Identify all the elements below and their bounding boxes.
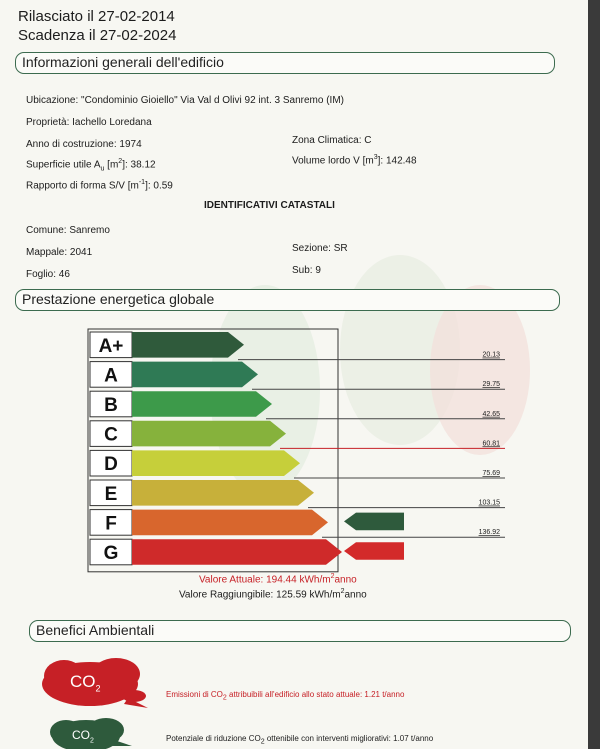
class-label-c: C (104, 424, 118, 446)
class-bar-g (132, 539, 342, 565)
owner: Proprietà: Iachello Loredana (26, 117, 152, 128)
climate-zone: Zona Climatica: C (292, 135, 372, 146)
section-energy-performance-title: Prestazione energetica globale (22, 291, 215, 307)
threshold-value-4: 75.69 (482, 470, 500, 477)
co2-label-green: $CO_2$ (72, 728, 94, 745)
threshold-value-0: 20.13 (482, 351, 500, 359)
issue-date: Rilasciato il 27-02-2014 (18, 8, 175, 25)
threshold-value-2: 42.65 (482, 410, 500, 418)
co2-label-red: $CO_2$ (70, 672, 101, 694)
cadastral-sezione: Sezione: SR (292, 243, 348, 254)
page-edge (588, 0, 600, 749)
class-bar-e (132, 480, 314, 506)
class-bar-d (132, 450, 300, 476)
threshold-value-1: 29.75 (482, 381, 500, 389)
threshold-value-6: 136.92 (478, 529, 500, 537)
class-label-aplus: A+ (98, 335, 124, 357)
cadastral-foglio: Foglio: 46 (26, 269, 70, 280)
class-label-a: A (104, 365, 118, 387)
cadastral-mappale: Mappale: 2041 (26, 247, 93, 258)
current-class-marker (344, 542, 404, 560)
co2-reduction-text: Potenziale di riduzione $CO_2$ ottenibile con interventi migliorativi: 1.07 t/anno (166, 734, 434, 746)
cadastral-title: IDENTIFICATIVI CATASTALI (204, 200, 335, 211)
section-environmental-benefits-title: Benefici Ambientali (36, 622, 155, 638)
class-label-b: B (104, 395, 118, 416)
gross-volume: Volume lordo V $[m^3]$: 142.48 (292, 154, 417, 167)
location: Ubicazione: "Condominio Gioiello" Via Val d Olivi 92 int. 3 Sanremo (IM) (26, 95, 344, 106)
class-label-d: D (104, 454, 118, 476)
current-value: Valore Attuale: 194.44 kWh/$m^2anno$ (199, 573, 357, 586)
shape-ratio: Rapporto di forma S/V $[m^{-1}]$: 0.59 (26, 179, 173, 192)
threshold-value-3: 60.81 (482, 440, 500, 448)
construction-year: Anno di costruzione: 1974 (26, 139, 142, 150)
cadastral-sub: Sub: 9 (292, 265, 321, 276)
class-bar-f (132, 510, 328, 536)
threshold-value-5: 103.15 (478, 499, 500, 507)
class-label-e: E (104, 483, 118, 505)
section-environmental-benefits (29, 620, 571, 642)
class-label-f: F (105, 513, 117, 535)
class-bar-a (132, 362, 258, 388)
useful-surface: Superficie utile $A_u$ $[m^2]$: 38.12 (26, 158, 156, 173)
class-bar-c (132, 421, 286, 447)
expiry-date: Scadenza il 27-02-2024 (18, 27, 177, 44)
section-general-info-title: Informazioni generali dell'edificio (22, 54, 224, 70)
achievable-class-marker (344, 513, 404, 531)
achievable-value: Valore Raggiungibile: 125.59 kWh/$m^2anno$ (179, 588, 367, 601)
class-bar-b (132, 391, 272, 417)
class-label-g: G (103, 543, 119, 564)
cadastral-comune: Comune: Sanremo (26, 225, 110, 236)
co2-emissions-text: Emissioni di $CO_2$ attribuibili all'edificio allo stato attuale: 1.21 t/anno (166, 690, 405, 702)
class-bar-aplus (132, 332, 244, 358)
